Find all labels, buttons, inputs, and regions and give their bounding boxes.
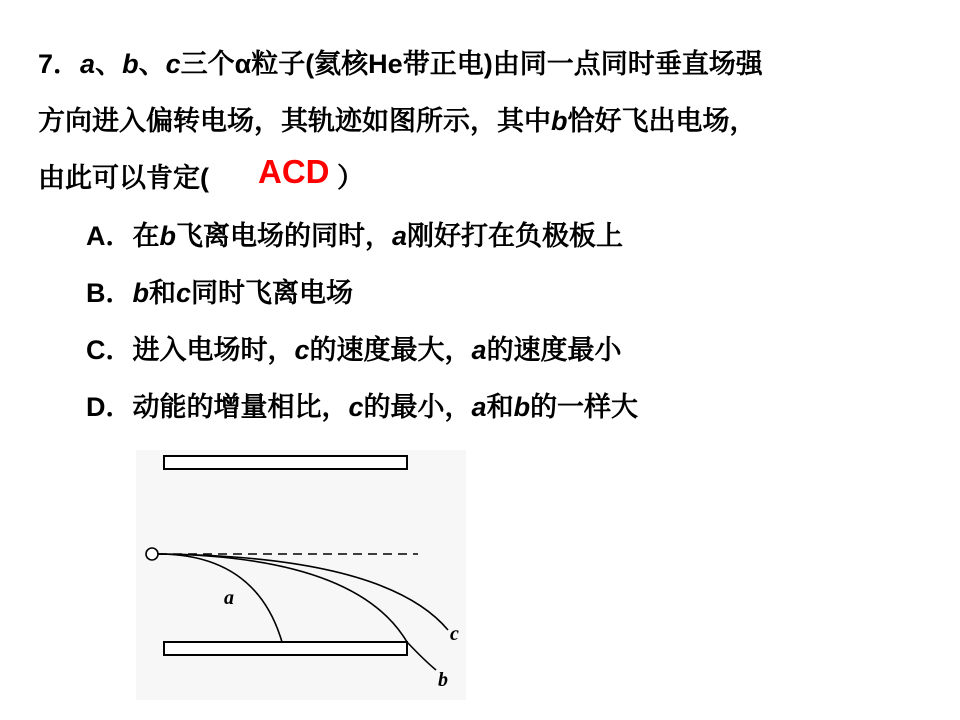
lower-plate bbox=[164, 642, 407, 655]
entry-point bbox=[146, 548, 158, 560]
option-text: 同时飞离电场 bbox=[191, 278, 354, 308]
option-text: 的最小， bbox=[363, 392, 472, 422]
option-b bbox=[86, 275, 353, 311]
particle-c: c bbox=[165, 49, 181, 79]
option-text: 的速度最小 bbox=[486, 335, 622, 365]
question-line-2 bbox=[38, 103, 757, 139]
question-number: 7． bbox=[38, 49, 81, 79]
label-c: c bbox=[450, 623, 459, 645]
option-text: 在 bbox=[132, 221, 160, 251]
separator: 、 bbox=[95, 49, 123, 79]
option-letter: D． bbox=[86, 392, 133, 422]
option-text: 进入电场时， bbox=[132, 335, 295, 365]
option-text: 和 bbox=[149, 278, 176, 308]
particle-c: c bbox=[294, 335, 310, 365]
separator: 、 bbox=[138, 49, 166, 79]
figure-background bbox=[136, 450, 466, 700]
option-a bbox=[86, 218, 623, 254]
particle-b: b bbox=[132, 278, 149, 308]
particle-c: c bbox=[348, 392, 364, 422]
question-text: 由此可以肯定( bbox=[38, 163, 209, 193]
option-letter: A． bbox=[86, 221, 133, 251]
closing-paren: ） bbox=[337, 163, 364, 193]
particle-a: a bbox=[80, 49, 96, 79]
particle-b: b bbox=[513, 392, 531, 422]
particle-a: a bbox=[471, 335, 487, 365]
deflection-field-diagram bbox=[136, 450, 466, 700]
label-a: a bbox=[224, 587, 234, 609]
option-letter: C． bbox=[86, 335, 133, 365]
option-letter: B． bbox=[86, 278, 133, 308]
question-text: 方向进入偏转电场，其轨迹如图所示，其中 bbox=[38, 106, 551, 136]
option-text: 飞离电场的同时， bbox=[176, 221, 392, 251]
option-text: 的速度最大， bbox=[309, 335, 472, 365]
question-text: 恰好飞出电场， bbox=[567, 106, 757, 136]
particle-b: b bbox=[159, 221, 176, 251]
particle-b: b bbox=[122, 49, 139, 79]
particle-a: a bbox=[471, 392, 487, 422]
question-line-1 bbox=[38, 46, 763, 82]
particle-b: b bbox=[551, 106, 568, 136]
option-d bbox=[86, 389, 638, 425]
upper-plate bbox=[164, 456, 407, 469]
option-c bbox=[86, 332, 622, 368]
particle-a: a bbox=[392, 221, 408, 251]
particle-c: c bbox=[176, 278, 192, 308]
option-text: 的一样大 bbox=[530, 392, 639, 422]
label-b: b bbox=[438, 669, 448, 691]
answer-text: ACD bbox=[258, 153, 330, 190]
option-text: 刚好打在负极板上 bbox=[407, 221, 624, 251]
option-text: 和 bbox=[486, 392, 514, 422]
question-text: 三个α粒子(氦核He带正电)由同一点同时垂直场强 bbox=[180, 49, 763, 79]
option-text: 动能的增量相比， bbox=[132, 392, 349, 422]
